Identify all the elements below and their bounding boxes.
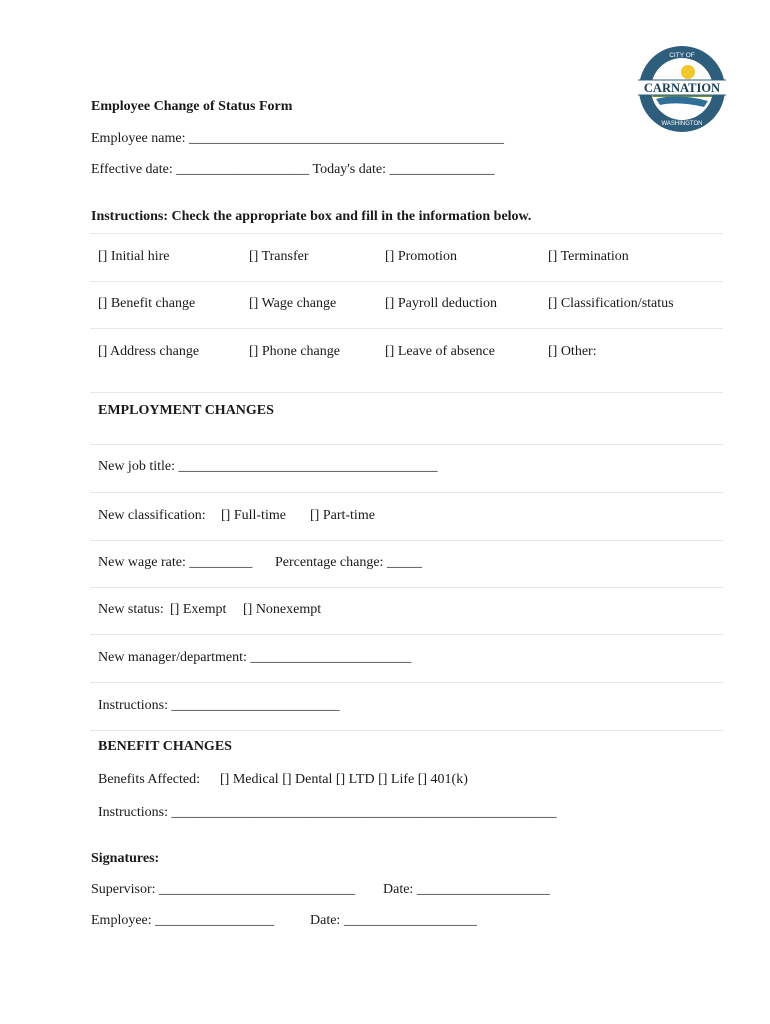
checkbox-leave-of-absence[interactable]: [] Leave of absence (385, 344, 495, 359)
checkbox-phone-change[interactable]: [] Phone change (249, 344, 340, 359)
new-status-label: New status: (98, 602, 164, 617)
benefits-affected-options[interactable]: [] Medical [] Dental [] LTD [] Life [] 401(k) (220, 772, 468, 787)
employee-name-field[interactable]: Employee name: _____________________________________________ (91, 131, 504, 146)
employee-date-field[interactable]: Date: ___________________ (310, 913, 477, 928)
checkbox-other[interactable]: [] Other: (548, 344, 597, 359)
divider (90, 281, 723, 282)
divider (90, 540, 723, 541)
employee-signature-field[interactable]: Employee: _________________ (91, 913, 275, 928)
checkbox-promotion[interactable]: [] Promotion (385, 249, 457, 264)
benefit-instructions-field[interactable]: Instructions: _______________________________________________________ (98, 805, 557, 820)
benefit-changes-heading: BENEFIT CHANGES (98, 739, 232, 754)
checkbox-initial-hire[interactable]: [] Initial hire (98, 249, 170, 264)
divider (90, 233, 723, 234)
divider (90, 634, 723, 635)
checkbox-termination[interactable]: [] Termination (548, 249, 629, 264)
divider (90, 492, 723, 493)
employment-changes-heading: EMPLOYMENT CHANGES (98, 403, 274, 418)
new-wage-rate-field[interactable]: New wage rate: _________ (98, 555, 253, 570)
checkbox-exempt[interactable]: [] Exempt (170, 602, 227, 617)
benefits-affected-label: Benefits Affected: (98, 772, 200, 787)
effective-date-field[interactable]: Effective date: ___________________ Today's date: _______________ (91, 162, 495, 177)
divider (90, 587, 723, 588)
employment-instructions-field[interactable]: Instructions: ________________________ (98, 698, 340, 713)
percentage-change-field[interactable]: Percentage change: _____ (275, 555, 422, 570)
checkbox-benefit-change[interactable]: [] Benefit change (98, 296, 196, 311)
checkbox-wage-change[interactable]: [] Wage change (249, 296, 337, 311)
checkbox-full-time[interactable]: [] Full-time (221, 508, 286, 523)
logo-bottom-text: WASHINGTON (661, 121, 703, 127)
checkbox-part-time[interactable]: [] Part-time (310, 508, 375, 523)
checkbox-transfer[interactable]: [] Transfer (249, 249, 309, 264)
supervisor-signature-field[interactable]: Supervisor: ____________________________ (91, 882, 356, 897)
checkbox-classification-status[interactable]: [] Classification/status (548, 296, 674, 311)
divider (90, 444, 723, 445)
instructions-heading: Instructions: Check the appropriate box and fill in the information below. (91, 209, 532, 224)
new-classification-label: New classification: (98, 508, 206, 523)
checkbox-nonexempt[interactable]: [] Nonexempt (243, 602, 322, 617)
divider (90, 682, 723, 683)
supervisor-date-field[interactable]: Date: ___________________ (383, 882, 550, 897)
divider (90, 730, 723, 731)
checkbox-payroll-deduction[interactable]: [] Payroll deduction (385, 296, 497, 311)
new-manager-department-field[interactable]: New manager/department: _______________________ (98, 650, 412, 665)
signatures-heading: Signatures: (91, 851, 160, 866)
divider (90, 328, 723, 329)
new-job-title-field[interactable]: New job title: _____________________________________ (98, 459, 438, 474)
logo-top-text: CITY OF (669, 52, 695, 59)
logo-name: CARNATION (643, 81, 721, 95)
divider (90, 392, 723, 393)
city-of-carnation-logo (638, 45, 726, 133)
form-title: Employee Change of Status Form (91, 99, 293, 114)
checkbox-address-change[interactable]: [] Address change (98, 344, 200, 359)
